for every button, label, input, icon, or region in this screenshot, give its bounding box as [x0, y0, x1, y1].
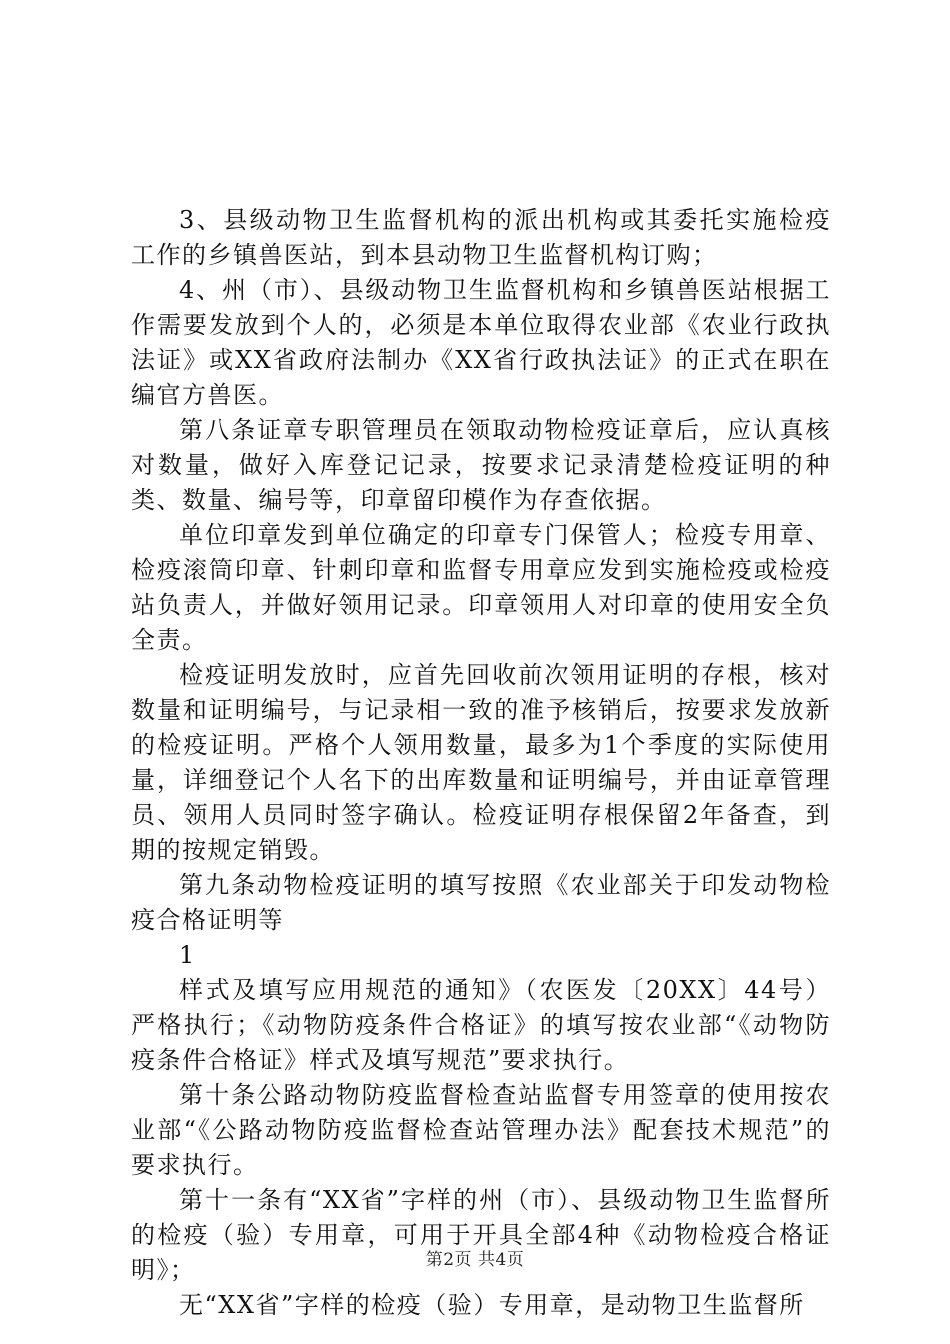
paragraph-article-9-start: 第九条动物检疫证明的填写按照《农业部关于印发动物检疫合格证明等 — [131, 871, 831, 934]
paragraph-article-11: 第十一条有“XX省”字样的州（市）、县级动物卫生监督所的检疫（验）专用章，可用于开具全部4种《动物检疫合格证明》； — [131, 1186, 831, 1284]
paragraph-article-10: 第十条公路动物防疫监督检查站监督专用签章的使用按农业部“《公路动物防疫监督检查站管理办法》配套技术规范”的要求执行。 — [131, 1081, 831, 1179]
paragraph-item-3: 3、县级动物卫生监督机构的派出机构或其委托实施检疫工作的乡镇兽医站，到本县动物卫生监督机构订购； — [131, 206, 831, 269]
paragraph-article-8: 第八条证章专职管理员在领取动物检疫证章后，应认真核对数量，做好入库登记记录，按要求记录清楚检疫证明的种类、数量、编号等，印章留印模作为存查依据。 — [131, 416, 831, 514]
paragraph-article-9-continued: 样式及填写应用规范的通知》（农医发〔20XX〕44号）严格执行；《动物防疫条件合格证》的填写按农业部“《动物防疫条件合格证》样式及填写规范”要求执行。 — [131, 976, 831, 1074]
paragraph-certificate-issuance: 检疫证明发放时，应首先回收前次领用证明的存根，核对数量和证明编号，与记录相一致的准予核销后，按要求发放新的检疫证明。严格个人领用数量，最多为1个季度的实际使用量，详细登记个人名下的出库数量和证明编号，并由证章管理员、领用人员同时签字确认。检疫证明存根保留2年备查，到期的按规定销毁。 — [131, 661, 831, 864]
document-body — [131, 203, 831, 1323]
paragraph-seal-without-province: 无“XX省”字样的检疫（验）专用章，是动物卫生监督所 — [179, 1291, 805, 1319]
page-footer: 第2页 共4页 — [425, 1250, 525, 1270]
paragraph-seal-distribution: 单位印章发到单位确定的印章专门保管人；检疫专用章、检疫滚筒印章、针刺印章和监督专用章应发到实施检疫或检疫站负责人，并做好领用记录。印章领用人对印章的使用安全负全责。 — [131, 521, 831, 654]
paragraph-item-4: 4、州（市）、县级动物卫生监督机构和乡镇兽医站根据工作需要发放到个人的，必须是本单位取得农业部《农业行政执法证》或XX省政府法制办《XX省行政执法证》的正式在职在编官方兽医。 — [131, 276, 831, 409]
inline-page-number: 1 — [179, 941, 195, 969]
